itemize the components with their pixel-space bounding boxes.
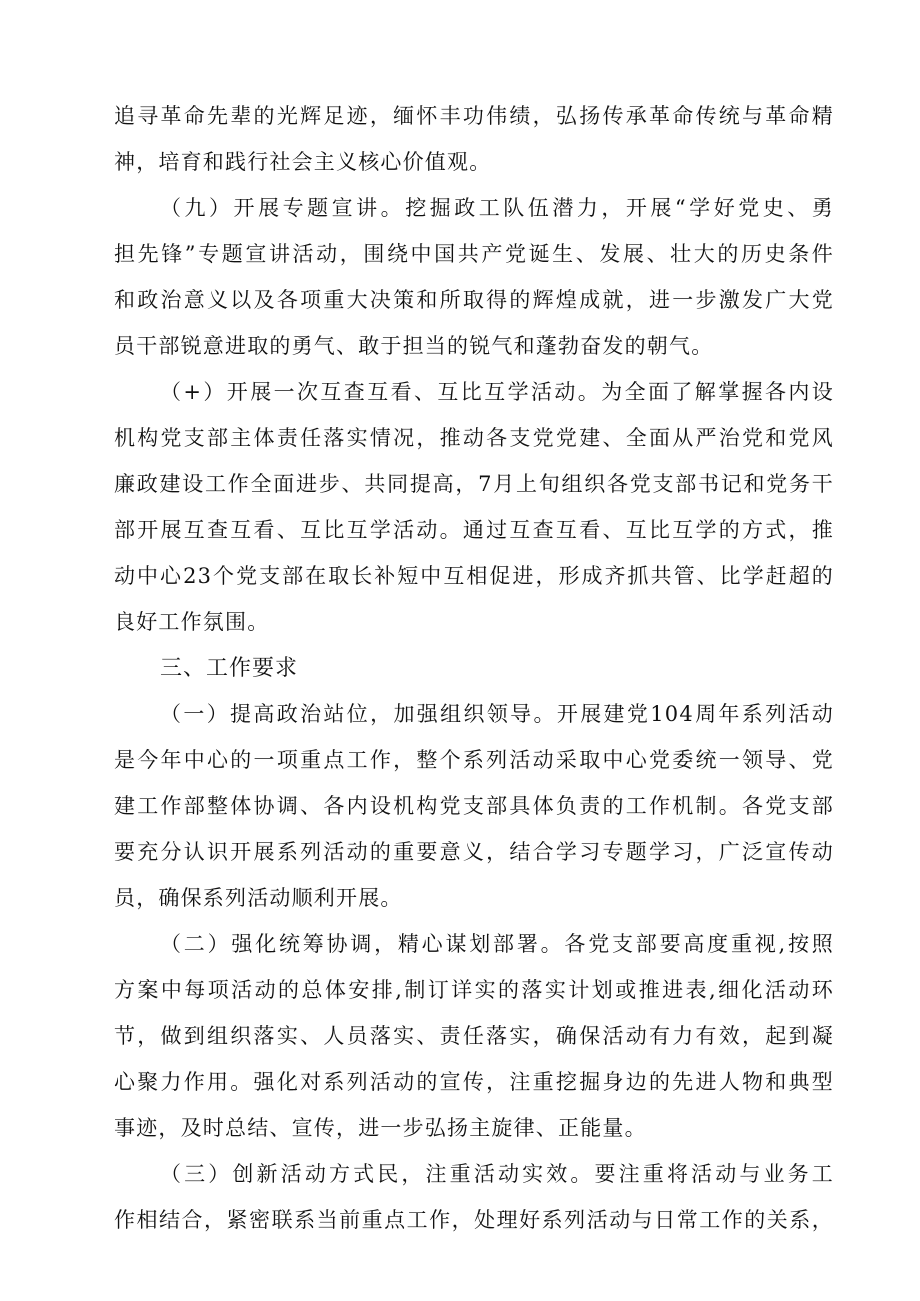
paragraph-line: 和政治意义以及各项重大决策和所取得的辉煌成就，进一步激发广大党 xyxy=(114,288,834,312)
paragraph-line: 作相结合，紧密联系当前重点工作，处理好系列活动与日常工作的关系， xyxy=(114,1208,834,1232)
paragraph-line: 担先锋”专题宣讲活动，围绕中国共产党诞生、发展、壮大的历史条件 xyxy=(114,242,834,266)
paragraph-line: 动中心23个党支部在取长补短中互相促进，形成齐抓共管、比学赶超的 xyxy=(114,564,834,588)
paragraph-line: （一）提高政治站位，加强组织领导。开展建党104周年系列活动 xyxy=(160,702,834,726)
paragraph-line: 心聚力作用。强化对系列活动的宣传，注重挖掘身边的先进人物和典型 xyxy=(114,1070,834,1094)
paragraph-line: （九）开展专题宣讲。挖掘政工队伍潜力，开展“学好党史、勇 xyxy=(160,196,834,220)
paragraph-line: 节，做到组织落实、人员落实、责任落实，确保活动有力有效，起到凝 xyxy=(114,1024,834,1048)
paragraph-line: （+）开展一次互查互看、互比互学活动。为全面了解掌握各内设 xyxy=(160,380,834,404)
paragraph-line: 方案中每项活动的总体安排,制订详实的落实计划或推进表,细化活动环 xyxy=(114,978,834,1002)
section-heading: 三、工作要求 xyxy=(160,656,299,681)
paragraph-line: 神，培育和践行社会主义核心价值观。 xyxy=(114,150,492,174)
paragraph-line: 部开展互查互看、互比互学活动。通过互查互看、互比互学的方式，推 xyxy=(114,518,834,542)
paragraph-line: 建工作部整体协调、各内设机构党支部具体负责的工作机制。各党支部 xyxy=(114,794,834,818)
paragraph-line: 员，确保系列活动顺利开展。 xyxy=(114,886,403,910)
paragraph-line: 机构党支部主体责任落实情况，推动各支党党建、全面从严治党和党风 xyxy=(114,426,834,450)
paragraph-line: 廉政建设工作全面进步、共同提高，7月上旬组织各党支部书记和党务干 xyxy=(114,472,834,496)
paragraph-line: 员干部锐意进取的勇气、敢于担当的锐气和蓬勃奋发的朝气。 xyxy=(114,334,714,358)
paragraph-line: （二）强化统筹协调，精心谋划部署。各党支部要高度重视,按照 xyxy=(160,932,834,956)
paragraph-line: 良好工作氛围。 xyxy=(114,610,270,634)
paragraph-line: 是今年中心的一项重点工作，整个系列活动采取中心党委统一领导、党 xyxy=(114,748,834,772)
paragraph-line: 事迹，及时总结、宣传，进一步弘扬主旋律、正能量。 xyxy=(114,1116,647,1140)
paragraph-line: 追寻革命先辈的光辉足迹，缅怀丰功伟绩，弘扬传承革命传统与革命精 xyxy=(114,104,834,128)
paragraph-line: （三）创新活动方式民，注重活动实效。要注重将活动与业务工 xyxy=(160,1162,834,1186)
paragraph-line: 要充分认识开展系列活动的重要意义，结合学习专题学习，广泛宣传动 xyxy=(114,840,834,864)
